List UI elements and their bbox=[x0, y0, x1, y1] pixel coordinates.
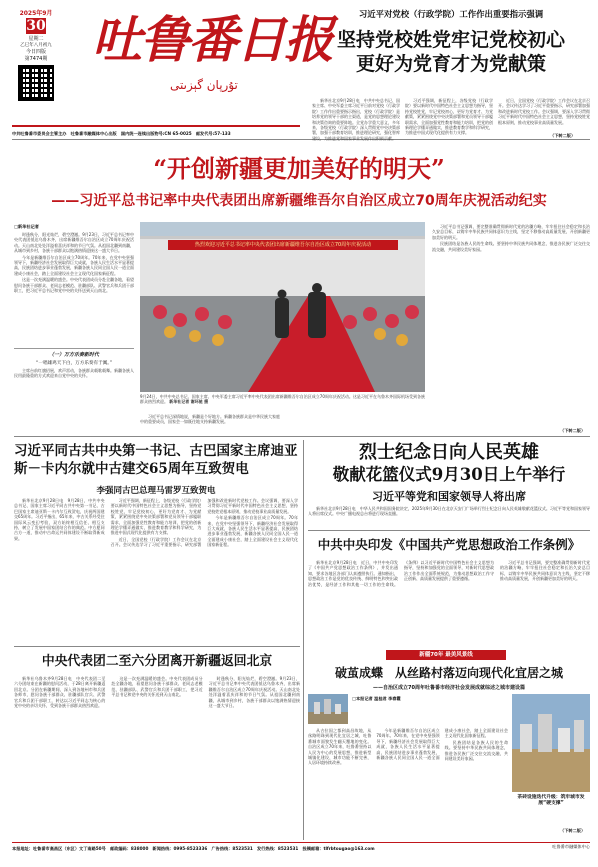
date-lunar: 乙巳年八月初九 bbox=[20, 43, 52, 48]
masthead-rule bbox=[12, 125, 300, 127]
feature-headline: 破茧成蝶 从丝路村落迈向现代化宜居之城 bbox=[334, 666, 563, 680]
section-rule-1 bbox=[14, 436, 590, 437]
date-block bbox=[12, 8, 60, 101]
lead-headline-2: 更好为党育才为党献策 bbox=[355, 53, 546, 75]
regulations-body: 新华社北京9月28日电 近日，中共中央印发了《中国共产党思想政治工作条例》，并发出通知，要求各地区各部门认真遵照执行。通知指出，思想政治工作是党的优良传统、鲜明特色和突出政治优势，是经济工作和其他一切工作的生命线。《条例》以习近平新时代中国特色社会主义思想为指导，坚持和加强党的全面领导，对新时代思想政治工作作出全面系统规范，为推动思想政治工作守正创新、高质量发展提供了重要遵循。 习近平总书记强调，要完整准确贯彻新时代党的治疆方略，牢牢扭住社会稳定和长治久安总目标，以铸牢中华民族共同体意识为主线，坚定不移推动高质量发展，开创新疆更加美好的明天。 bbox=[308, 560, 590, 587]
feature-byline: □本报记者 温桂君 李春霞 bbox=[352, 696, 401, 701]
photo-banner: 热烈欢迎习近平总书记率中央代表团出席新疆维吾尔自治区成立70周年庆祝活动 bbox=[194, 242, 372, 248]
info-bar-rule bbox=[12, 139, 590, 140]
quote-body: 主席台前红旗招展，欢声雷动，各族群众载歌载舞。新疆各族人民用最隆重的方式欢迎来自党中央的关怀。 bbox=[14, 368, 134, 379]
feature-body: 从吉拉国之都到高昌故地，从丝路明珠到现代化宜居之城，吐鲁番城市面貌发生翻天覆地的变化。自治区成立70年来，吐鲁番坚持以人民为中心的发展思想，推进新型城镇化建设，城市功能不断完善，人居环境持续改善。 今年是新疆维吾尔自治区成立70周年。70年来，在党中央坚强领导下，新疆经济社会发展取得巨大成就，各族人民生活水平显著提高，民族团结进步事业蓬勃发展，新疆各族人民同全国人民一道全面建成小康社会，踏上全面建设社会主义现代化国家新征程。 民族团结是各族人民的生命线。要坚持中华民族共同体理念，推进各民族广泛交往交流交融，共同建设美好家园。 bbox=[308, 728, 508, 766]
regulations-headline: 中共中央印发《中国共产党思想政治工作条例》 bbox=[317, 537, 581, 552]
feature-continued: （下转二版） bbox=[560, 828, 586, 833]
feature-badge: 新疆70年 最美风景线 bbox=[386, 650, 506, 660]
main-headline: “开创新疆更加美好的明天” bbox=[153, 154, 445, 183]
main-subheadline: ——习近平总书记率中央代表团出席新疆维吾尔自治区成立70周年庆祝活动纪实 bbox=[51, 193, 547, 209]
feature-side-caption: 茶砖设施迭代升级：筑牢城市发展“硬支撑” bbox=[517, 795, 585, 806]
date-year-month: 2025年9月 bbox=[19, 10, 53, 17]
quote-head: （一）万方乐奏新时代 bbox=[48, 352, 99, 358]
lead-body-col-3: 近日，全国党校（行政学院）工作会议在北京召开。会议传达学习了习近平重要指示，研究部署加强和改进新时代党校工作。会议强调，要深入学习贯彻习近平新时代中国特色社会主义思想，坚持党校姓党根本原则，推动党校事业高质量发展。 bbox=[498, 98, 590, 125]
column-divider bbox=[303, 440, 304, 840]
lead-continued: （下转二版） bbox=[550, 133, 576, 138]
newspaper-title-uyghur: تۇرپان گېزىتى bbox=[170, 78, 238, 92]
lead-kicker: 习近平对党校（行政学院）工作作出重要指示强调 bbox=[358, 9, 544, 19]
martyrs-subhead: 习近平等党和国家领导人将出席 bbox=[372, 490, 526, 503]
delegation-body: 新华社乌鲁木齐9月28日电 中央代表团二至六分团结束在新疆的慰问活动，于28日离开新疆返回北京。分团在新疆期间，深入到各地州市和兵团各师市，慰问各族干部群众、驻疆部队官兵、武警官兵和兵团干部职工，转达以习近平同志为核心的党中央的亲切关怀，受到各族干部群众热烈欢迎。 这是一次充满温暖的盛会。中央代表团成员分赴全疆各地，看望慰问各族干部群众、老同志老模范、驻疆部队、武警官兵和兵团干部职工，把习近平总书记和党中央的关怀送到天山南北。 时逢秋分，阳光灿烂，碧空澄澈。9月23日，习近平总书记率中央代表团抵达乌鲁木齐，出席新疆维吾尔自治区成立70周年庆祝活动。天山南北处处洋溢着喜庆祥和的节日气氛。从祖国北疆到南疆，从城市到乡村，各族干部群众以饱满热情迎接这一盛大节日。 bbox=[14, 676, 300, 709]
main-col-1: 时逢秋分，阳光灿烂，碧空澄澈。9月23日，习近平总书记率中央代表团抵达乌鲁木齐，出席新疆维吾尔自治区成立70周年庆祝活动。天山南北处处洋溢着喜庆祥和的节日气氛。从祖国北疆到南疆，从城市到乡村，各族干部群众以饱满热情迎接这一盛大节日。 今年是新疆维吾尔自治区成立70周年。70年来，在党中央坚强领导下，新疆经济社会发展取得巨大成就，各族人民生活水平显著提高，民族团结进步事业蓬勃发展，新疆各族人民同全国人民一道全面建成小康社会，踏上全面建设社会主义现代化国家新征程。 这是一次充满温暖的盛会。中央代表团成员分赴全疆各地，看望慰问各族干部群众、老同志老模范、驻疆部队、武警官兵和兵团干部职工，把习近平总书记和党中央的关怀送到天山南北。 bbox=[14, 232, 134, 294]
martyrs-headline-1: 烈士纪念日向人民英雄 bbox=[359, 442, 539, 463]
info-bar: 中共吐鲁番市委员会主管主办 吐鲁番市融媒体中心出版 国内统一连续出版物号:CN 65-0025 邮发代号:57-133 bbox=[12, 131, 231, 136]
main-lower-col-2: 习近平总书记深情地说，新疆是个好地方。新疆各族群众是中华民族大家庭中的重要成员，国家会一如既往地支持新疆发展。 bbox=[140, 414, 280, 425]
feature-side-photo bbox=[512, 694, 590, 792]
footer-rightbox: 吐鲁番市融媒体中心 bbox=[552, 844, 590, 849]
lead-body-col-1: 新华社北京9月28日电 中共中央总书记、国家主席、中央军委主席习近平日前对党校（行政学院）工作作出重要指示指出，党校（行政学院）是培养党的领导干部的主渠道，是党的思想理论建设和决策咨询的重要阵地。全党办学重大意义，多年来，各级党校（行政学院）深入贯彻党中央决策部署，加强干部教育培训，推进理论研究，强化智库建设，为推进党和国家事业发展作出积极贡献。 bbox=[312, 98, 400, 141]
qr-code-icon bbox=[18, 65, 54, 101]
cuba-headline: 习近平同古共中央第一书记、古巴国家主席迪亚斯－卡内尔就中古建交65周年互致贺电 bbox=[14, 443, 298, 477]
photo-caption: 9月24日，中共中央总书记、国家主席、中央军委主席习近平率中央代表团出席新疆维吾尔自治区成立70周年庆祝活动。这是习近平在乌鲁木齐国际机场受到各族群众热烈欢迎。 新华社记者 谢环驰 摄 bbox=[140, 394, 425, 405]
quote-text: “一唱雄鸡天下白，万方乐奏有于阗。” bbox=[36, 361, 112, 366]
cuba-subhead: 李强同古巴总理马雷罗互致贺电 bbox=[96, 486, 216, 496]
main-byline: □新华社记者 bbox=[14, 224, 39, 229]
lead-body-col-2: 习近平强调，新征程上，各级党校（行政学院）要以新时代中国特色社会主义思想为指导，坚持党校姓党，牢记党校初心，更好为党育才、为党献策，紧紧围绕党中央决策部署和党员领导干部履职需求，全面加强党性教育和能力培训，把党的创新理论学懂弄通做实，推进教育教学和科学研究，为推进中国式现代化提供有力支撑。 bbox=[405, 98, 493, 136]
newspaper-title: 吐鲁番日报 bbox=[92, 10, 332, 69]
lead-headline-1: 坚持党校姓党牢记党校初心 bbox=[336, 29, 565, 51]
section-rule-3 bbox=[14, 646, 300, 647]
date-weekday: 星期二 bbox=[28, 36, 44, 42]
date-day: 30 bbox=[26, 18, 46, 34]
quote-block bbox=[14, 348, 134, 412]
feature-photo-image bbox=[308, 694, 348, 724]
footer-rule bbox=[12, 842, 590, 843]
martyrs-headline-2: 敬献花篮仪式9月30日上午举行 bbox=[332, 465, 566, 484]
feature-photo bbox=[308, 694, 348, 724]
main-col-right: 习近平总书记强调，要完整准确贯彻新时代党的治疆方略，牢牢扭住社会稳定和长治久安总目标，以铸牢中华民族共同体意识为主线，坚定不移推动高质量发展，开创新疆更加美好的明天。 民族团结是各族人民的生命线。要坚持中华民族共同体理念，推进各民族广泛交往交流交融，共同建设美好家园。 bbox=[432, 224, 590, 252]
main-photo bbox=[140, 222, 425, 392]
cuba-body: 新华社北京9月28日电 9月28日，中共中央总书记、国家主席习近平同古共中央第一书记、古巴国家主席迪亚斯－卡内尔互致贺电，庆祝两国建交65周年。习近平指出，65年来，中古关系经受住国际风云变幻考验，双方始终相互信任、相互支持，树立了发展中国家团结合作的典范。中方愿同古方一道，推动中古命运共同体建设不断取得新成果。 习近平强调，新征程上，各级党校（行政学院）要以新时代中国特色社会主义思想为指导，坚持党校姓党，牢记党校初心，更好为党育才、为党献策，紧紧围绕党中央决策部署和党员领导干部履职需求，全面加强党性教育和能力培训，把党的创新理论学懂弄通做实，推进教育教学和科学研究，为推进中国式现代化提供有力支撑。 近日，全国党校（行政学院）工作会议在北京召开。会议传达学习了习近平重要指示，研究部署加强和改进新时代党校工作。会议强调，要深入学习贯彻习近平新时代中国特色社会主义思想，坚持党校姓党根本原则，推动党校事业高质量发展。 今年是新疆维吾尔自治区成立70周年。70年来，在党中央坚强领导下，新疆经济社会发展取得巨大成就，各族人民生活水平显著提高，民族团结进步事业蓬勃发展，新疆各族人民同全国人民一道全面建成小康社会，踏上全面建设社会主义现代化国家新征程。 bbox=[14, 498, 298, 548]
date-issue: 第7474期 bbox=[24, 56, 48, 62]
lead-top-story bbox=[312, 8, 590, 76]
main-continued: （下转二版） bbox=[560, 428, 586, 433]
delegation-headline: 中央代表团二至六分团离开新疆返回北京 bbox=[41, 654, 273, 669]
footer-address: 本报地址：吐鲁番市高昌区（东区）文丁南路50号 邮政编码：838000 新闻热线：0995-8523336 广告热线：8523531 发行热线：8523531 投稿邮箱：tlfrbtougao@163.com bbox=[12, 846, 375, 851]
date-pages: 今日四版 bbox=[25, 49, 46, 55]
feature-subhead: ——自治区成立70周年吐鲁番市经济社会发展成就综述之城市建设篇 bbox=[373, 685, 525, 691]
martyrs-body: 新华社北京9月28日电 中华人民共和国国务院决定，2025年9月30日在北京天安门广场举行烈士纪念日向人民英雄敬献花篮仪式。习近平等党和国家领导人将出席仪式。中央广播电视总台将进行现场直播。 bbox=[308, 506, 590, 517]
feature-side-photo-image bbox=[512, 694, 590, 792]
section-rule-2 bbox=[308, 530, 590, 531]
